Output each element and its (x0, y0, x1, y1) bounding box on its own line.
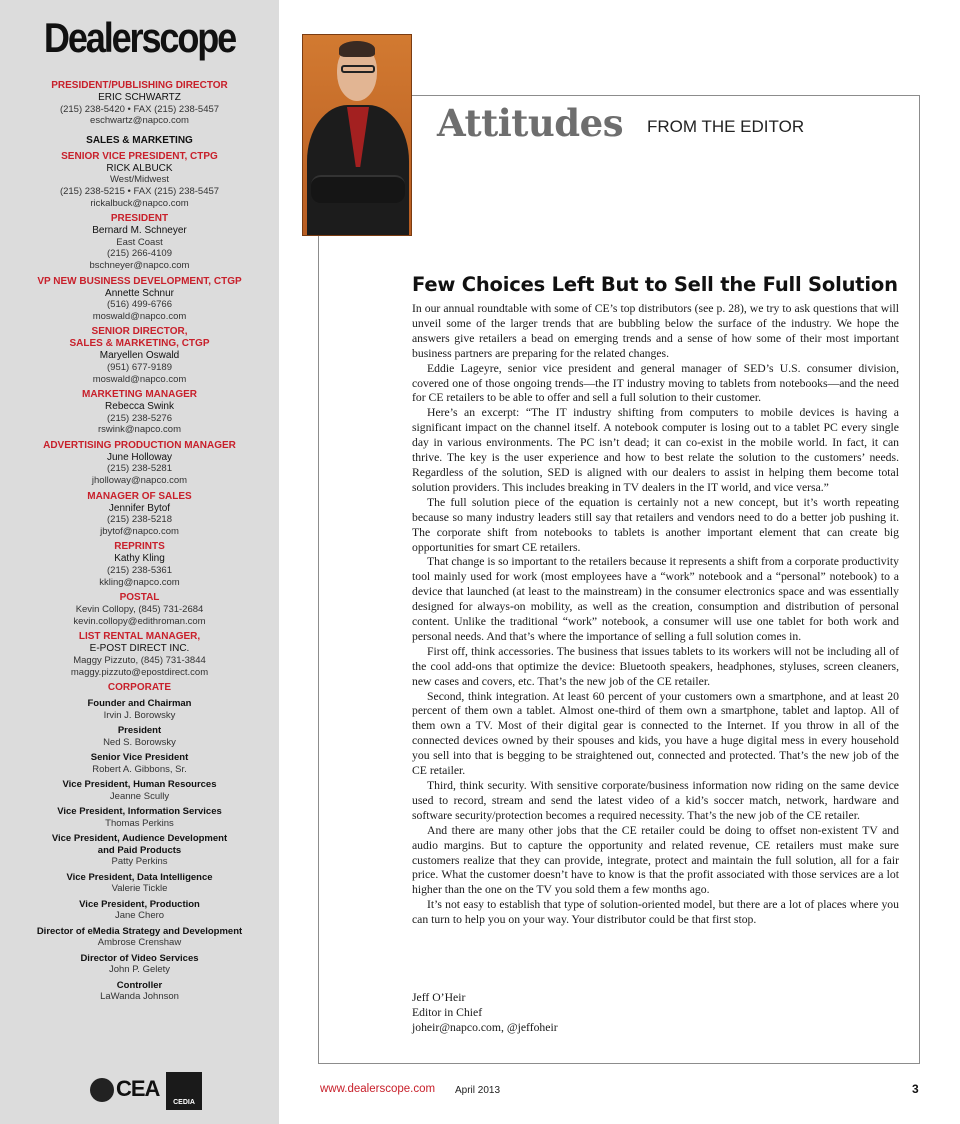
masthead-contact-line: West/Midwest (110, 174, 169, 186)
section-title: Attitudes (437, 101, 624, 145)
masthead-name: E-POST DIRECT INC. (89, 643, 190, 655)
author-contact: joheir@napco.com, @jeffoheir (412, 1021, 558, 1034)
corporate-entry (0, 725, 279, 748)
corporate-title: Director of Video Services (80, 952, 199, 964)
masthead-title: LIST RENTAL MANAGER, (78, 631, 201, 643)
masthead-contact-line: rickalbuck@napco.com (90, 197, 189, 209)
corporate-name: Jeanne Scully (109, 790, 170, 802)
masthead-name: Jennifer Bytof (108, 502, 171, 514)
masthead-entry (0, 151, 279, 209)
corporate-entry (0, 698, 279, 721)
masthead-name: Maryellen Oswald (99, 350, 180, 362)
masthead-entry (0, 213, 279, 271)
footer-date: April 2013 (455, 1085, 501, 1096)
masthead-name: RICK ALBUCK (106, 162, 173, 174)
corporate-title-cont: and Paid Products (97, 844, 182, 856)
masthead-title: POSTAL (119, 592, 160, 604)
masthead-contact-line: (215) 238-5420 • FAX (215) 238-5457 (59, 103, 220, 115)
masthead-contact-line: East Coast (116, 236, 163, 248)
masthead-entry (0, 541, 279, 588)
corporate-title: Vice President, Production (79, 898, 200, 910)
masthead-section-heading: SALES & MARKETING (86, 134, 193, 146)
corporate-name: Robert A. Gibbons, Sr. (92, 763, 187, 775)
corporate-entry (0, 806, 279, 829)
page-number: 3 (912, 1082, 919, 1096)
article-paragraph: It’s not easy to establish that type of solution-oriented model, but there are a lot of places where you can turn to help you on your way. Your distributor could be that first stop. (412, 898, 899, 927)
masthead-entry (0, 592, 279, 627)
article-paragraph: In our annual roundtable with some of CE’s top distributors (see p. 28), we try to ask questions that will unveil some of the larger trends that are bubbling below the surface of the industry. We hope the answers give retailers a bead on emerging trends and a sense of how some of their most important business partners are preparing for the related changes. (412, 302, 899, 360)
masthead-title: CORPORATE (107, 682, 172, 694)
corporate-title: Founder and Chairman (87, 698, 192, 710)
masthead-name: Rebecca Swink (105, 401, 174, 413)
cea-emblem-icon (90, 1078, 114, 1102)
corporate-title: Controller (116, 979, 163, 991)
masthead-contact-line: bschneyer@napco.com (89, 259, 190, 271)
dealerscope-logo: Dealerscope (43, 14, 236, 61)
partner-logos (90, 1072, 210, 1112)
cea-logo (90, 1076, 158, 1106)
cedia-logo (166, 1072, 202, 1110)
masthead-title: SENIOR DIRECTOR, (91, 326, 188, 338)
corporate-entry (0, 953, 279, 976)
masthead-contact-line: (215) 238-5276 (107, 412, 172, 424)
masthead-title: MANAGER OF SALES (87, 490, 192, 502)
signature-block (412, 990, 892, 1035)
masthead-contact-line: Kevin Collopy, (845) 731-2684 (75, 604, 204, 616)
masthead-entry (0, 135, 279, 147)
corporate-entry (0, 899, 279, 922)
masthead-contact-line: jbytof@napco.com (100, 525, 179, 537)
corporate-name: John P. Gelety (108, 964, 171, 976)
masthead-contact-line: (951) 677-9189 (107, 361, 172, 373)
masthead-entry (0, 80, 279, 127)
masthead-entry (0, 389, 279, 436)
corporate-name: LaWanda Johnson (100, 991, 179, 1003)
corporate-name: Irvin J. Borowsky (103, 709, 176, 721)
masthead-name: Annette Schnur (105, 287, 174, 299)
masthead-name: ERIC SCHWARTZ (98, 92, 181, 103)
masthead-contact-line: kkling@napco.com (99, 576, 180, 588)
corporate-name: Valerie Tickle (111, 883, 168, 895)
editor-photo (302, 34, 412, 236)
masthead-contact-line: Maggy Pizzuto, (845) 731-3844 (73, 655, 206, 666)
author-role: Editor in Chief (412, 1006, 483, 1019)
masthead-entry (0, 631, 279, 678)
corporate-name: Thomas Perkins (105, 817, 174, 829)
cedia-logo-text: CEDIA (173, 1099, 195, 1106)
masthead-entry (0, 491, 279, 538)
article-paragraph: That change is so important to the retailers because it represents a shift from a corporate productivity tool mainly used for work (most employees have a “work” notebook and a “personal” notebook) to a device that launched (at least to the mainstream) in the consumer electronics space and was essentially designed for always-on mobility, as well as the creation, consumption and distribution of personal content. Unlike the traditional “work” notebook, a consumer will use one tablet for both work and personal needs. And that’s where the importance of selling a full solution comes in. (412, 555, 899, 643)
masthead-name: Kathy Kling (114, 553, 165, 565)
corporate-title: Vice President, Human Resources (62, 779, 217, 791)
masthead-title-cont: SALES & MARKETING, CTGP (69, 338, 210, 350)
article-paragraph: Eddie Lageyre, senior vice president and general manager of SED’s U.S. consumer division, covered one of those ongoing trends—the IT industry moving to tablets from notebooks—and the need for CE retailers to be able to offer and sell a full solution to their customer. (412, 361, 899, 405)
masthead-title: PRESIDENT/PUBLISHING DIRECTOR (51, 80, 228, 91)
masthead-title: REPRINTS (114, 541, 165, 553)
corporate-name: Patty Perkins (111, 856, 168, 868)
corporate-entry (0, 752, 279, 775)
masthead-title: PRESIDENT (110, 213, 169, 225)
corporate-entry (0, 833, 279, 868)
corporate-entry (0, 872, 279, 895)
corporate-title: Vice President, Audience Development (51, 833, 228, 845)
article-paragraph: The full solution piece of the equation is certainly not a new concept, but it’s worth repeating because so many industry leaders still say that retailers and vendors need to do a better job pushing it. The corporate shift from notebooks to tablets is another important element that can create big opportunities for smart CE retailers. (412, 495, 899, 554)
masthead-contact-line: eschwartz@napco.com (90, 115, 189, 127)
masthead-entry (0, 440, 279, 487)
masthead-contact-line: rswink@napco.com (97, 424, 182, 436)
article-paragraph: Here’s an excerpt: “The IT industry shifting from computers to mobile devices is having a significant impact on the channel itself. A notebook computer is losing out to a tablet PC every single day in various environments. The PC isn’t dead; it can co-exist in the mobile world. In fact, it can thrive. The key is the user experience and how to best relate the solution to the customers’ needs. Regardless of the solution, SED is aligned with our dealers to assist in helping them become total solution providers. This includes breaking in TV dealers in the IT world, and vice versa.” (412, 406, 899, 494)
article-paragraph: Third, think security. With sensitive corporate/business information now riding on the same device used to record, stream and send the latest video of a kid’s soccer match, network, hardware and software security/protection becomes a required necessity. That’s the new job of the CE retailer. (412, 779, 899, 822)
masthead-contact-line: (215) 266-4109 (107, 248, 172, 260)
corporate-title: Vice President, Information Services (57, 806, 222, 818)
corporate-entry (0, 926, 279, 949)
author-name: Jeff O’Heir (412, 991, 466, 1004)
footer-url[interactable]: www.dealerscope.com (320, 1083, 436, 1095)
corporate-title: Vice President, Data Intelligence (66, 871, 213, 883)
masthead-contact-line: (215) 238-5218 (107, 514, 172, 526)
article-headline: Few Choices Left But to Sell the Full Solution (412, 273, 898, 296)
masthead-contact-line: (215) 238-5361 (107, 565, 172, 577)
corporate-name: Jane Chero (114, 910, 165, 922)
masthead-contact-line: moswald@napco.com (92, 310, 187, 322)
article-paragraph: First off, think accessories. The business that issues tablets to its workers will not be including all of the cool add-ons that optimize the device: Bluetooth speakers, headphones, styluses, screen cleaners, new cases and covers, etc. That’s the new job of the CE retailer. (412, 644, 899, 688)
masthead-contact-line: jholloway@napco.com (91, 475, 188, 487)
masthead-title: ADVERTISING PRODUCTION MANAGER (43, 439, 236, 451)
masthead-contact-line: (215) 238-5281 (107, 463, 172, 475)
section-subtitle: FROM THE EDITOR (647, 117, 805, 136)
corporate-name: Ned S. Borowsky (103, 736, 176, 748)
masthead-contact-line: maggy.pizzuto@epostdirect.com (70, 666, 209, 678)
masthead-entry (0, 276, 279, 323)
article-body (412, 302, 899, 928)
masthead-name: June Holloway (106, 451, 173, 463)
article-paragraph: And there are many other jobs that the CE retailer could be doing to offset non-existent TV and audio margins. But to capture the opportunity and related revenue, CE retailers must make sure customers realize that they can provide, integrate, protect and maintain the full solution, all for a fair price. What the customer doesn’t have to know is that the profit associated with those services are a lot higher than the one on the TV you sold them a few months ago. (412, 823, 899, 897)
corporate-entry (0, 980, 279, 1003)
masthead-sidebar (0, 0, 279, 1124)
masthead-contact-line: (215) 238-5215 • FAX (215) 238-5457 (59, 185, 220, 197)
masthead-contact-line: kevin.collopy@edithroman.com (73, 615, 206, 627)
masthead-list (0, 76, 279, 1003)
corporate-title: Senior Vice President (90, 752, 189, 764)
masthead-contact-line: (516) 499-6766 (107, 299, 172, 311)
corporate-title: President (117, 725, 162, 737)
corporate-entry (0, 779, 279, 802)
corporate-name: Ambrose Crenshaw (97, 937, 182, 949)
article-paragraph: Second, think integration. At least 60 percent of your customers own a smartphone, and at least 20 percent of them own a tablet. Almost one-third of them own a smartphone, tablet and laptop. All of them own a TV. Most of their digital gear is connected to the Internet. If you throw in all of the connected devices owned by their spouses and kids, you have a huge digital mess in every household you sell into that is begging to be straightened out, connected and protected. That’s the new job of the CE retailer. (412, 689, 899, 778)
masthead-title: SENIOR VICE PRESIDENT, CTPG (61, 150, 218, 162)
cea-logo-text: CEA (116, 1076, 160, 1101)
masthead-title: VP NEW BUSINESS DEVELOPMENT, CTGP (37, 275, 242, 287)
masthead-title: MARKETING MANAGER (82, 389, 197, 401)
corporate-title: Director of eMedia Strategy and Development (36, 925, 243, 937)
masthead-entry (0, 326, 279, 385)
masthead-entry (0, 682, 279, 694)
masthead-contact-line: moswald@napco.com (92, 373, 187, 385)
masthead-name: Bernard M. Schneyer (92, 225, 187, 237)
